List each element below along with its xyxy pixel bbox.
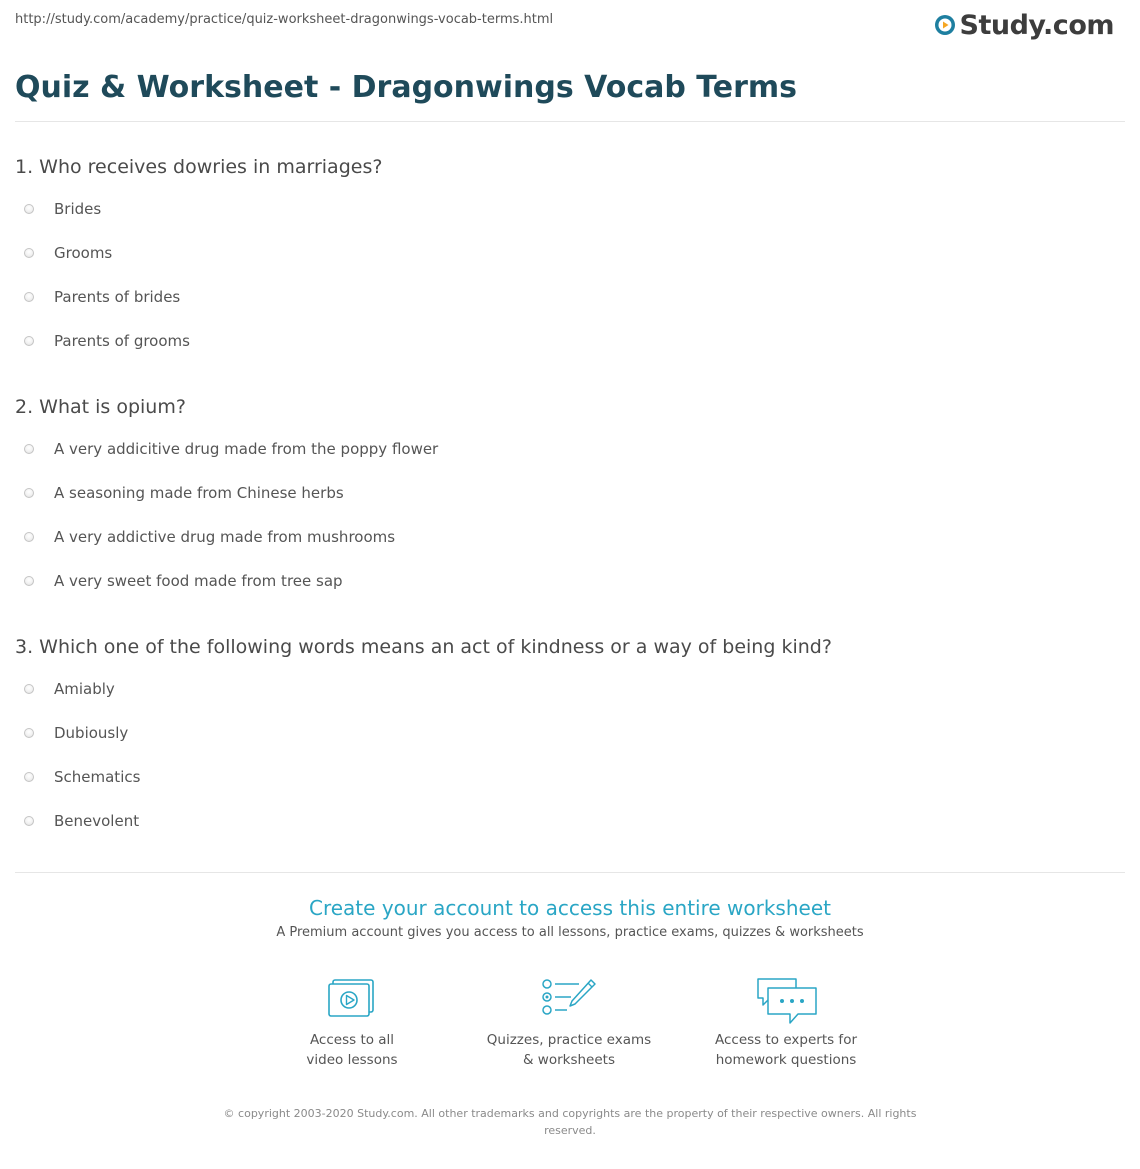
radio-button-icon[interactable] (24, 816, 34, 826)
option-label: Benevolent (54, 812, 140, 830)
radio-button-icon[interactable] (24, 444, 34, 454)
answer-option[interactable] (15, 243, 112, 263)
premium-description: A Premium account gives you access to all lessons, practice exams, quizzes & worksheets (276, 925, 864, 940)
radio-button-icon[interactable] (24, 576, 34, 586)
radio-button-icon[interactable] (24, 248, 34, 258)
quiz-checklist-icon (541, 976, 597, 1020)
radio-button-icon[interactable] (24, 772, 34, 782)
feature-label-line: Access to all (309, 1032, 395, 1048)
video-lessons-icon (327, 976, 377, 1020)
title-divider (15, 121, 1125, 122)
question-title: 1. Who receives dowries in marriages? (15, 156, 383, 178)
answer-option[interactable] (15, 767, 140, 787)
option-label: Grooms (54, 244, 113, 262)
feature-label (686, 1030, 886, 1070)
study-logo[interactable] (934, 8, 1114, 42)
option-label: Parents of grooms (54, 332, 190, 350)
page-url: http://study.com/academy/practice/quiz-worksheet-dragonwings-vocab-terms.html (15, 12, 554, 27)
answer-option[interactable] (15, 571, 343, 591)
radio-button-icon[interactable] (24, 532, 34, 542)
answer-option[interactable] (15, 723, 128, 743)
cta-divider (15, 872, 1125, 873)
answer-option[interactable] (15, 527, 395, 547)
answer-option[interactable] (15, 483, 344, 503)
answer-option[interactable] (15, 439, 438, 459)
feature-label (252, 1030, 452, 1070)
answer-option[interactable] (15, 287, 180, 307)
feature-video-lessons (252, 976, 452, 1070)
feature-label (469, 1030, 669, 1070)
answer-option[interactable] (15, 199, 101, 219)
answer-option[interactable] (15, 679, 115, 699)
feature-experts (686, 976, 886, 1070)
play-logo-icon (934, 14, 956, 36)
answer-option[interactable] (15, 811, 139, 831)
question-3 (15, 635, 1125, 830)
option-label: A very sweet food made from tree sap (54, 572, 343, 590)
radio-button-icon[interactable] (24, 728, 34, 738)
feature-label-line: homework questions (715, 1052, 857, 1068)
question-2 (15, 395, 1125, 590)
question-title: 2. What is opium? (15, 396, 186, 418)
feature-label-line: Access to experts for (714, 1032, 857, 1048)
option-label: Parents of brides (54, 288, 181, 306)
option-label: Brides (54, 200, 102, 218)
feature-label-line: video lessons (306, 1052, 398, 1068)
chat-experts-icon (754, 976, 818, 1028)
option-label: A very addictive drug made from mushrooms (54, 528, 396, 546)
feature-label-line: Quizzes, practice exams (486, 1032, 652, 1048)
feature-quizzes (469, 976, 669, 1070)
option-label: Dubiously (54, 724, 129, 742)
question-title: 3. Which one of the following words means an act of kindness or a way of being kind? (15, 636, 832, 658)
feature-label-line: & worksheets (522, 1052, 615, 1068)
radio-button-icon[interactable] (24, 684, 34, 694)
create-account-link[interactable]: Create your account to access this entire worksheet (309, 896, 831, 920)
option-label: Schematics (54, 768, 141, 786)
answer-option[interactable] (15, 331, 190, 351)
option-label: A very addicitive drug made from the poppy flower (54, 440, 439, 458)
copyright-notice: © copyright 2003-2020 Study.com. All other trademarks and copyrights are the property of their respective owners. All rights reserved. (223, 1107, 917, 1137)
logo-text: Study.com (959, 9, 1114, 41)
radio-button-icon[interactable] (24, 204, 34, 214)
question-1 (15, 155, 1125, 350)
page-title: Quiz & Worksheet - Dragonwings Vocab Terms (15, 70, 798, 105)
option-label: Amiably (54, 680, 115, 698)
option-label: A seasoning made from Chinese herbs (54, 484, 344, 502)
radio-button-icon[interactable] (24, 336, 34, 346)
radio-button-icon[interactable] (24, 488, 34, 498)
radio-button-icon[interactable] (24, 292, 34, 302)
